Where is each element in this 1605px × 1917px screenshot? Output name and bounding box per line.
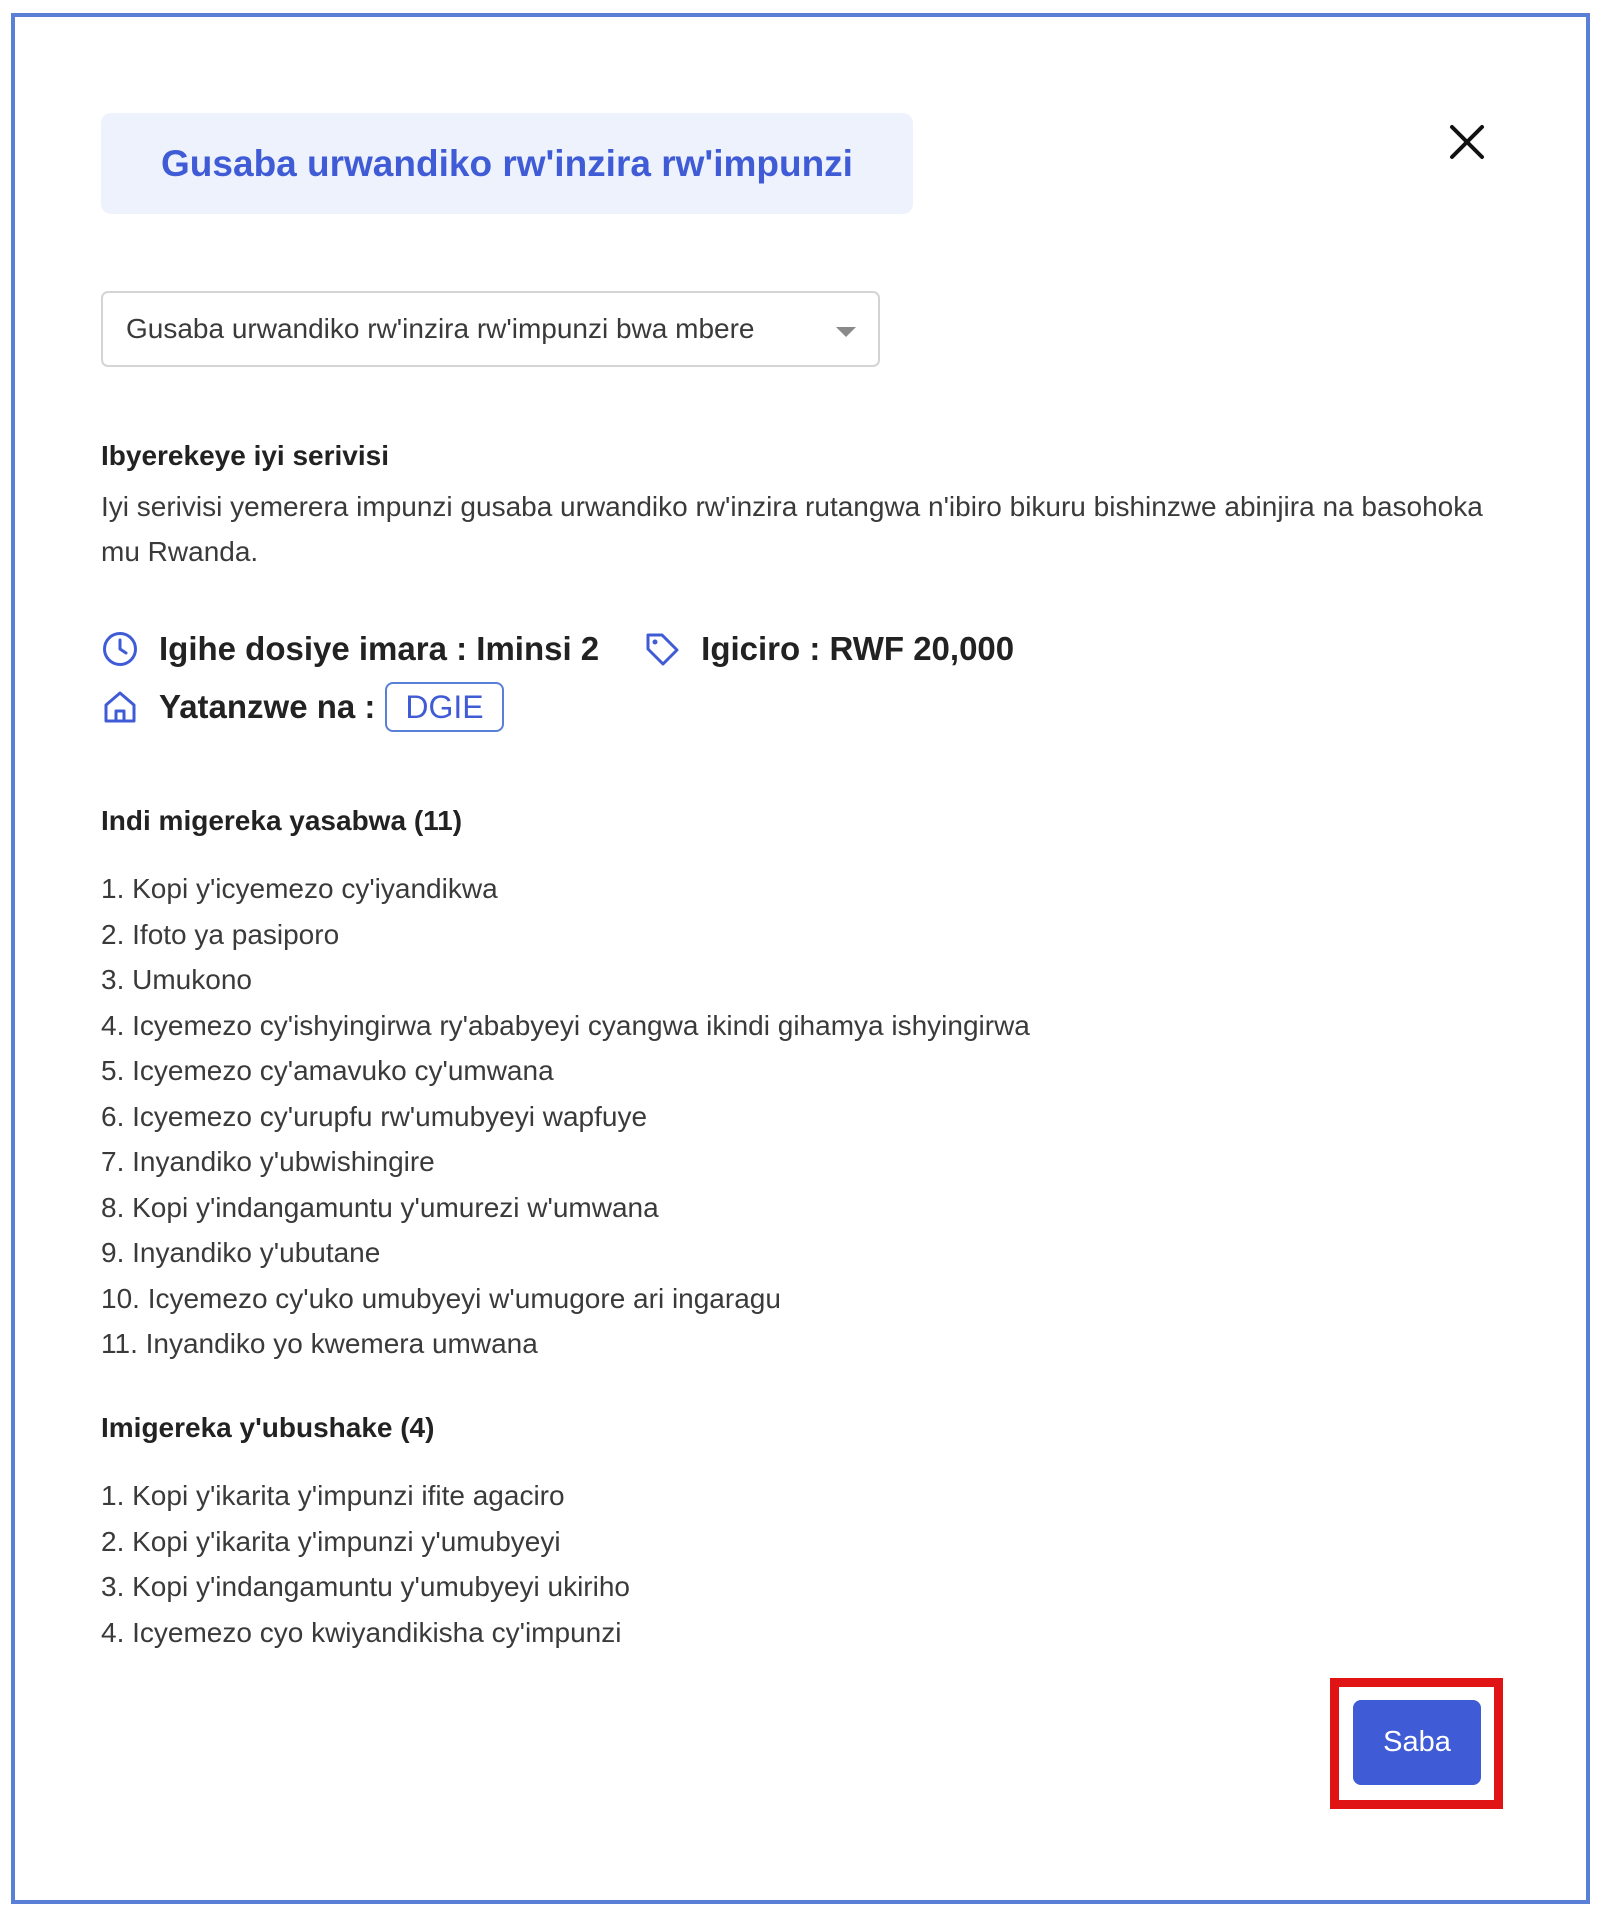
list-item: 1. Kopi y'ikarita y'impunzi ifite agaciro	[101, 1480, 565, 1511]
service-type-select[interactable]	[101, 291, 880, 367]
clock-icon	[101, 630, 139, 668]
list-item: 3. Umukono	[101, 964, 252, 995]
list-item: 2. Ifoto ya pasiporo	[101, 918, 340, 950]
list-item: 7. Inyandiko y'ubwishingire	[101, 1146, 435, 1177]
list-item: 1. Kopi y'icyemezo cy'iyandikwa	[101, 873, 498, 904]
list-item: 4. Icyemezo cy'ishyingirwa ry'ababyeyi cyangwa ikindi gihamya ishyingirwa	[101, 1009, 1030, 1041]
home-icon	[101, 688, 139, 726]
list-item: 10. Icyemezo cy'uko umubyeyi w'umugore ari ingaragu	[101, 1282, 781, 1314]
provider-badge[interactable]: DGIE	[385, 682, 503, 732]
list-item: 4. Icyemezo cyo kwiyandikisha cy'impunzi	[101, 1616, 622, 1648]
dialog-title: Gusaba urwandiko rw'inzira rw'impunzi	[161, 142, 853, 184]
submit-button[interactable]: Saba	[1353, 1700, 1481, 1785]
required-list	[101, 866, 1030, 1367]
list-item: 2. Kopi y'ikarita y'impunzi y'umubyeyi	[101, 1525, 561, 1557]
close-icon	[1440, 115, 1494, 169]
list-item: 5. Icyemezo cy'amavuko cy'umwana	[101, 1055, 554, 1086]
dialog-title-box	[101, 113, 913, 214]
meta-row-provider	[101, 682, 504, 732]
price: Igiciro : RWF 20,000	[701, 630, 1015, 667]
list-item: 6. Icyemezo cy'urupfu rw'umubyeyi wapfuye	[101, 1100, 648, 1132]
chevron-down-icon	[836, 327, 856, 337]
about-heading: Ibyerekeye iyi serivisi	[101, 440, 389, 471]
list-item: 3. Kopi y'indangamuntu y'umubyeyi ukiriho	[101, 1571, 630, 1602]
service-type-select-value: Gusaba urwandiko rw'inzira rw'impunzi bwa mbere	[126, 313, 755, 344]
optional-list	[101, 1473, 630, 1655]
list-item: 8. Kopi y'indangamuntu y'umurezi w'umwana	[101, 1191, 659, 1223]
tag-icon	[643, 630, 681, 668]
about-description: Iyi serivisi yemerera impunzi gusaba urwandiko rw'inzira rutangwa n'ibiro bikuru bishinzwe abinjira na basohoka mu Rwanda.	[101, 491, 1483, 567]
required-heading: Indi migereka yasabwa (11)	[101, 805, 463, 836]
close-button[interactable]	[1440, 115, 1494, 169]
provider-label: Yatanzwe na :	[159, 688, 376, 725]
processing-time: Igihe dosiye imara : Iminsi 2	[159, 630, 600, 667]
meta-row-time-price	[101, 630, 1014, 668]
list-item: 9. Inyandiko y'ubutane	[101, 1237, 381, 1268]
list-item: 11. Inyandiko yo kwemera umwana	[101, 1328, 538, 1359]
optional-heading: Imigereka y'ubushake (4)	[101, 1412, 435, 1443]
